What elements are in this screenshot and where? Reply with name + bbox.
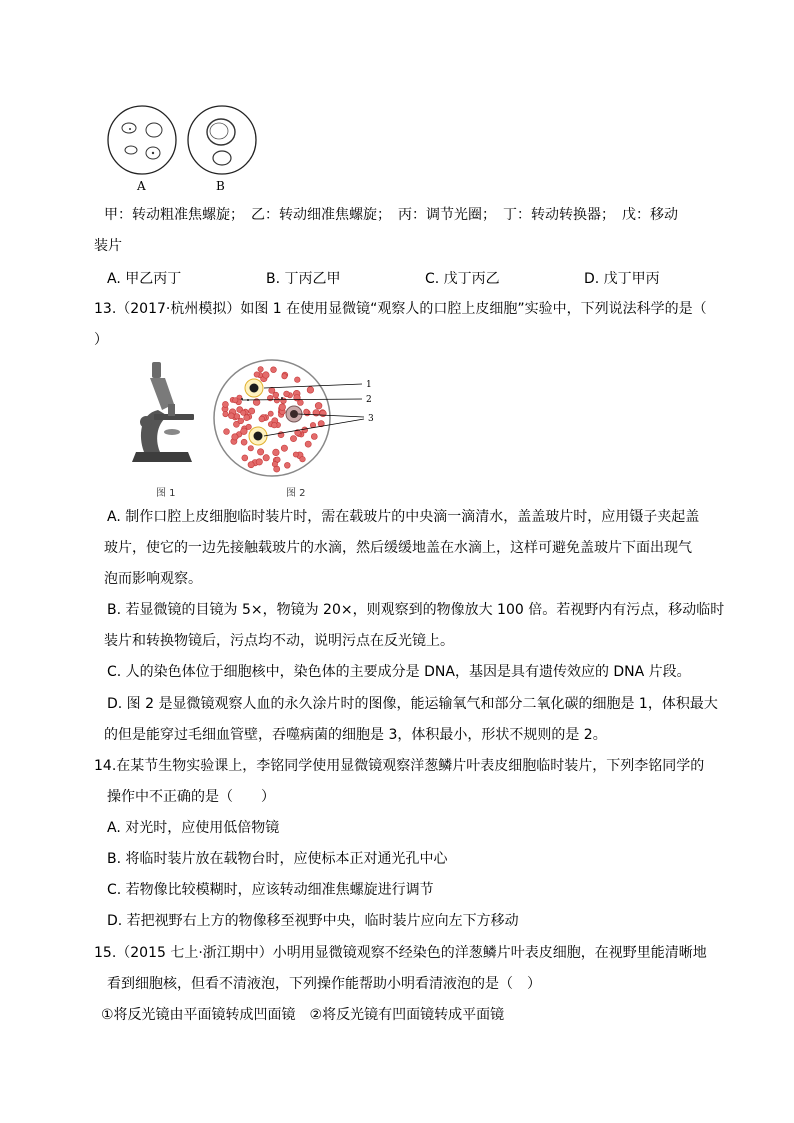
- red-blood-cell: [274, 398, 279, 403]
- q14-option-a: A. 对光时，应使用低倍物镜: [107, 820, 280, 836]
- red-blood-cell: [305, 441, 311, 447]
- q14-option-d: D. 若把视野右上方的物像移至视野中央，临时装片应向左下方移动: [107, 913, 519, 929]
- q14-stem-line2: 操作中不正确的是（ ）: [107, 789, 275, 805]
- q14-option-c: C. 若物像比较模糊时，应该转动细准焦螺旋进行调节: [107, 882, 434, 898]
- red-blood-cell: [263, 372, 270, 379]
- q12-option-a: A. 甲乙丙丁: [107, 271, 182, 287]
- q12-option-d: D. 戊丁甲丙: [584, 271, 660, 287]
- red-blood-cell: [272, 422, 278, 428]
- q13-option-d-line1: D. 图 2 是显微镜观察人血的永久涂片时的图像，能运输氧气和部分二氧化碳的细胞是 1，体积最大: [107, 696, 718, 712]
- fig2-caption: 图 2: [286, 488, 306, 499]
- q14-option-b: B. 将临时装片放在载物台时，应使标本正对通光孔中心: [107, 851, 448, 867]
- red-blood-cell: [254, 372, 259, 377]
- red-blood-cell: [284, 391, 290, 397]
- q13-option-a-line3: 泡而影响观察。: [104, 571, 202, 587]
- red-blood-cell: [295, 377, 301, 383]
- red-blood-cell: [257, 449, 263, 455]
- q13-option-a-line2: 玻片，使它的一边先接触载玻片的水滴，然后缓缓地盖在水滴上，这样可避免盖玻片下面出现气: [104, 540, 692, 556]
- q13-option-b-line1: B. 若显微镜的目镜为 5×，物镜为 20×，则观察到的物像放大 100 倍。若视野内有污点，移动临时: [107, 602, 725, 618]
- red-blood-cell: [241, 410, 246, 415]
- blood-smear-figure: [212, 358, 387, 482]
- field-a-label: A: [137, 179, 146, 193]
- q12-figure: [100, 100, 270, 195]
- q15-choices: ①将反光镜由平面镜转成凹面镜 ②将反光镜有凹面镜转成平面镜: [101, 1007, 505, 1023]
- red-blood-cell: [241, 428, 248, 435]
- red-blood-cell: [248, 446, 253, 451]
- red-blood-cell: [223, 411, 228, 416]
- red-blood-cell: [246, 424, 251, 429]
- red-blood-cell: [300, 456, 306, 462]
- red-blood-cell: [263, 455, 269, 461]
- red-blood-cell: [273, 392, 279, 398]
- q15-stem-line1: 15.（2015 七上·浙江期中）小明用显微镜观察不经染色的洋葱鳞片叶表皮细胞，在视野里能清晰地: [94, 945, 707, 961]
- field-b-label: B: [216, 179, 225, 193]
- q14-stem-line1: 14.在某节生物实验课上，李铭同学使用显微镜观察洋葱鳞片叶表皮细胞临时装片，下列李铭同学的: [94, 758, 705, 774]
- red-blood-cell: [311, 434, 317, 440]
- red-blood-cell: [248, 462, 254, 468]
- fig1-caption: 图 1: [156, 488, 176, 499]
- red-blood-cell: [258, 367, 263, 372]
- q12-option-c: C. 戊丁丙乙: [425, 271, 500, 287]
- red-blood-cell: [294, 395, 301, 402]
- red-blood-cell: [241, 439, 247, 445]
- fig2-label-1: 1: [366, 380, 372, 390]
- red-blood-cell: [282, 374, 287, 379]
- q12-steps-line2: 装片: [94, 238, 122, 254]
- red-blood-cell: [234, 414, 240, 420]
- q13-option-d-line2: 的但是能穿过毛细血管壁，吞噬病菌的细胞是 3，体积最小，形状不规则的是 2。: [104, 727, 607, 743]
- fig2-label-2: 2: [366, 395, 372, 405]
- red-blood-cell: [293, 452, 298, 457]
- red-blood-cell: [273, 449, 280, 456]
- field-a-circle: [108, 106, 176, 174]
- red-blood-cell: [320, 410, 327, 417]
- q13-option-a-line1: A. 制作口腔上皮细胞临时装片时，需在载玻片的中央滴一滴清水，盖盖玻片时，应用镊子夹起盖: [107, 509, 700, 525]
- red-blood-cell: [307, 387, 314, 394]
- red-blood-cell: [244, 415, 250, 421]
- microscope-figure: [128, 360, 198, 468]
- red-blood-cell: [256, 459, 262, 465]
- red-blood-cell: [284, 462, 290, 468]
- red-blood-cell: [271, 367, 277, 373]
- red-blood-cell: [224, 429, 230, 435]
- field-b-circle: [188, 106, 256, 174]
- red-blood-cell: [228, 413, 234, 419]
- q13-stem-line1: 13.（2017·杭州模拟）如图 1 在使用显微镜“观察人的口腔上皮细胞”实验中，下列说法科学的是（: [94, 301, 707, 317]
- red-blood-cell: [242, 455, 248, 461]
- red-blood-cell: [281, 445, 287, 451]
- q12-steps-line1: 甲：转动粗准焦螺旋； 乙：转动细准焦螺旋； 丙：调节光圈； 丁：转动转换器； 戊：移动: [104, 207, 678, 223]
- red-blood-cell: [268, 411, 273, 416]
- red-blood-cell: [249, 408, 255, 414]
- red-blood-cell: [290, 436, 296, 442]
- q13-option-b-line2: 装片和转换物镜后，污点均不动，说明污点在反光镜上。: [104, 633, 454, 649]
- red-blood-cell: [259, 416, 265, 422]
- fig2-label-3: 3: [368, 414, 374, 424]
- q15-stem-line2: 看到细胞核，但看不清液泡，下列操作能帮助小明看清液泡的是（ ）: [107, 976, 541, 992]
- red-blood-cell: [304, 409, 309, 414]
- q13-option-c: C. 人的染色体位于细胞核中，染色体的主要成分是 DNA，基因是具有遗传效应的 DNA 片段。: [107, 664, 691, 680]
- red-blood-cell: [233, 398, 238, 403]
- q12-option-b: B. 丁丙乙甲: [266, 271, 341, 287]
- red-blood-cell: [279, 404, 286, 411]
- red-blood-cell: [315, 402, 322, 409]
- q13-stem-line2: ）: [94, 332, 108, 348]
- red-blood-cell: [222, 401, 228, 407]
- red-blood-cell: [232, 434, 238, 440]
- red-blood-cell: [302, 427, 308, 433]
- red-blood-cell: [272, 461, 277, 466]
